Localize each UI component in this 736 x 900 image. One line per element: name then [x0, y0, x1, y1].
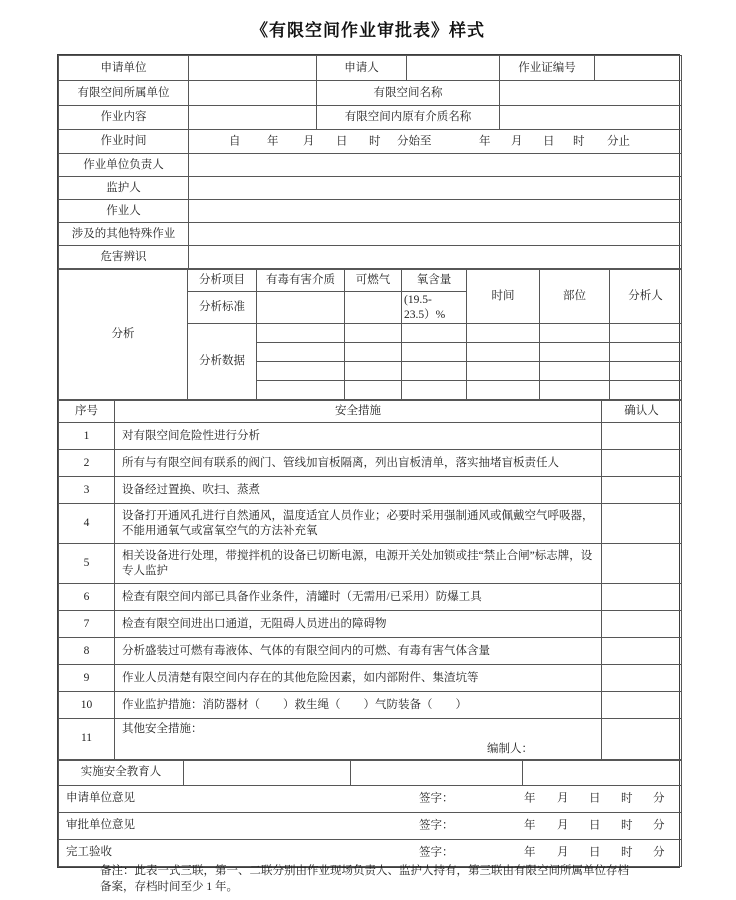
space-name-label: 有限空间名称: [317, 81, 500, 106]
safety-row-confirm-cell: [602, 450, 682, 477]
work-time-token: 日: [543, 135, 555, 148]
safety-row-text: 作业监护措施：消防器材（ ）救生绳（ ）气防装备（ ）: [115, 692, 602, 719]
safety-row-confirm-cell: [602, 638, 682, 665]
safety-row-confirm-cell: [602, 611, 682, 638]
educator-row: [59, 760, 682, 785]
analysis-data-cell: [610, 362, 682, 381]
analysis-col-time: 时间: [467, 270, 540, 324]
date-unit: 分: [653, 819, 665, 832]
analysis-oxygen-standard: (19.5-23.5）%: [402, 292, 467, 324]
analysis-data-cell: [257, 324, 345, 343]
safety-row-no: 10: [59, 692, 115, 719]
analysis-data-cell: [610, 343, 682, 362]
safety-row-text: 作业人员清楚有限空间内存在的其他危险因素，如内部附件、集渣坑等: [115, 665, 602, 692]
date-unit: 年: [524, 846, 536, 859]
safety-row-no: 5: [59, 544, 115, 584]
remark-note: [100, 864, 645, 895]
date-unit: 年: [524, 819, 536, 832]
work-time-token: 时: [573, 135, 585, 148]
permit-no-value-cell: [595, 56, 682, 81]
analysis-table: [58, 269, 682, 400]
analysis-data-cell: [540, 343, 610, 362]
space-owner-label: 有限空间所属单位: [59, 81, 189, 106]
work-time-token: 日: [336, 135, 348, 148]
safety-row-text: 检查有限空间进出口通道，无阻碍人员进出的障碍物: [115, 611, 602, 638]
date-unit: 年: [524, 792, 536, 805]
date-unit: 时: [621, 819, 633, 832]
opinion-cell: [59, 839, 682, 866]
compiler-label: 编制人：: [487, 742, 533, 755]
date-unit: 日: [589, 846, 601, 859]
safety-row-text: 分析盛装过可燃有毒液体、气体的有限空间内的可燃、有毒有害气体含量: [115, 638, 602, 665]
educator-value-cell: [523, 760, 682, 785]
applicant-value-cell: [407, 56, 500, 81]
space-name-value-cell: [500, 81, 682, 106]
analysis-standard-label: 分析标准: [188, 292, 257, 324]
work-time-token: 时: [369, 135, 381, 148]
remark-line-1: 备注：此表一式三联，第一、二联分别由作业现场负责人、监护人持有，第三联由有限空间所属单位存档: [100, 865, 629, 877]
analysis-data-cell: [257, 381, 345, 400]
row-unit-leader: [59, 154, 682, 177]
date-unit: 日: [589, 792, 601, 805]
safety-row: [59, 665, 682, 692]
apply-unit-label: 申请单位: [59, 56, 189, 81]
other-special-label: 涉及的其他特殊作业: [59, 223, 189, 246]
safety-row: [59, 544, 682, 584]
other-special-value-cell: [189, 223, 682, 246]
hazard-id-label: 危害辨识: [59, 246, 189, 269]
date-unit: 月: [557, 792, 569, 805]
safety-row-no: 3: [59, 477, 115, 504]
row-work-time: [59, 130, 682, 154]
safety-row-no: 1: [59, 423, 115, 450]
safety-row-no: 9: [59, 665, 115, 692]
analysis-data-cell: [402, 362, 467, 381]
opinion-label: 审批单位意见: [66, 819, 135, 832]
work-content-label: 作业内容: [59, 106, 189, 130]
worker-value-cell: [189, 200, 682, 223]
measures-header: 安全措施: [115, 401, 602, 423]
unit-leader-value-cell: [189, 154, 682, 177]
safety-row-text: 检查有限空间内部已具备作业条件，清罐时（无需用/已采用）防爆工具: [115, 584, 602, 611]
worker-label: 作业人: [59, 200, 189, 223]
safety-row: [59, 423, 682, 450]
analysis-label: 分析: [59, 270, 188, 400]
safety-row: [59, 450, 682, 477]
analysis-data-cell: [467, 343, 540, 362]
opinion-row-approve-unit: [59, 812, 682, 839]
safety-row-confirm-cell: [602, 584, 682, 611]
analysis-col-oxygen: 氧含量: [402, 270, 467, 292]
original-medium-label: 有限空间内原有介质名称: [317, 106, 500, 130]
apply-unit-value-cell: [189, 56, 317, 81]
seq-no-header: 序号: [59, 401, 115, 423]
analysis-data-cell: [257, 343, 345, 362]
row-hazard-id: [59, 246, 682, 269]
row-work-content: [59, 106, 682, 130]
row-space-owner: [59, 81, 682, 106]
date-unit: 月: [557, 819, 569, 832]
opinion-cell: [59, 812, 682, 839]
safety-row-confirm-cell: [602, 477, 682, 504]
analysis-header-row: [59, 270, 682, 292]
analysis-data-cell: [540, 324, 610, 343]
safety-row-confirm-cell: [602, 504, 682, 544]
permit-no-label: 作业证编号: [500, 56, 595, 81]
safety-row: [59, 477, 682, 504]
date-unit: 时: [621, 846, 633, 859]
safety-row: [59, 719, 682, 760]
analysis-standard-toxic-cell: [257, 292, 345, 324]
analysis-col-flammable: 可燃气: [345, 270, 402, 292]
row-apply-unit: [59, 56, 682, 81]
analysis-data-cell: [610, 324, 682, 343]
work-time-label: 作业时间: [59, 130, 189, 154]
analysis-data-cell: [467, 324, 540, 343]
safety-row-no: 2: [59, 450, 115, 477]
sign-label: 签字：: [419, 846, 454, 859]
unit-leader-label: 作业单位负责人: [59, 154, 189, 177]
analysis-data-cell: [540, 381, 610, 400]
work-time-token: 月: [511, 135, 523, 148]
analysis-standard-flammable-cell: [345, 292, 402, 324]
analysis-data-cell: [345, 362, 402, 381]
work-time-token: 自: [229, 135, 241, 148]
info-table: [58, 55, 682, 269]
safety-row-text-cell: [115, 719, 602, 760]
safety-row-text: 相关设备进行处理，带搅拌机的设备已切断电源，电源开关处加锁或挂“禁止合闸”标志牌，设专人监护: [115, 544, 602, 584]
sign-label: 签字：: [419, 792, 454, 805]
safety-row: [59, 584, 682, 611]
analysis-data-cell: [345, 343, 402, 362]
space-owner-value-cell: [189, 81, 317, 106]
work-time-token: 年: [267, 135, 279, 148]
work-time-token: 年: [479, 135, 491, 148]
hazard-id-value-cell: [189, 246, 682, 269]
sign-label: 签字：: [419, 819, 454, 832]
educator-label: 实施安全教育人: [59, 760, 184, 785]
safety-row-confirm-cell: [602, 423, 682, 450]
analysis-data-cell: [402, 324, 467, 343]
date-unit: 月: [557, 846, 569, 859]
safety-row-text: 所有与有限空间有联系的阀门、管线加盲板隔离，列出盲板清单，落实抽堵盲板责任人: [115, 450, 602, 477]
work-time-token: 分止: [607, 135, 630, 148]
analysis-col-part: 部位: [540, 270, 610, 324]
analysis-data-cell: [257, 362, 345, 381]
opinion-cell: [59, 785, 682, 812]
original-medium-value-cell: [500, 106, 682, 130]
opinion-row-completion: [59, 839, 682, 866]
safety-row-confirm-cell: [602, 665, 682, 692]
safety-row: [59, 692, 682, 719]
row-guardian: [59, 177, 682, 200]
opinion-label: 完工验收: [66, 846, 112, 859]
date-unit: 时: [621, 792, 633, 805]
page-title: 《有限空间作业审批表》样式: [251, 21, 485, 40]
remark-line-2: 备案，存档时间至少 1 年。: [100, 880, 238, 893]
safety-row-no: 11: [59, 719, 115, 760]
work-content-value-cell: [189, 106, 317, 130]
analysis-data-cell: [610, 381, 682, 400]
safety-row-no: 6: [59, 584, 115, 611]
guardian-label: 监护人: [59, 177, 189, 200]
analysis-data-cell: [402, 381, 467, 400]
analysis-data-cell: [402, 343, 467, 362]
safety-row-confirm-cell: [602, 692, 682, 719]
analysis-data-label: 分析数据: [188, 324, 257, 400]
safety-row: [59, 611, 682, 638]
row-worker: [59, 200, 682, 223]
opinion-label: 申请单位意见: [66, 792, 135, 805]
work-time-token: 月: [303, 135, 315, 148]
analysis-data-cell: [345, 381, 402, 400]
opinion-row-apply-unit: [59, 785, 682, 812]
safety-row-text: 设备经过置换、吹扫、蒸煮: [115, 477, 602, 504]
date-unit: 日: [589, 819, 601, 832]
educator-value-cell: [351, 760, 523, 785]
safety-table: [58, 400, 682, 760]
confirmer-header: 确认人: [602, 401, 682, 423]
analysis-col-toxic: 有毒有害介质: [257, 270, 345, 292]
safety-row-confirm-cell: [602, 719, 682, 760]
safety-row-no: 8: [59, 638, 115, 665]
other-measures-label: 其他安全措施：: [122, 723, 203, 735]
safety-header-row: [59, 401, 682, 423]
applicant-label: 申请人: [317, 56, 407, 81]
signature-table: [58, 760, 682, 867]
safety-row-no: 7: [59, 611, 115, 638]
work-time-token: 分始至: [397, 135, 432, 148]
safety-row: [59, 638, 682, 665]
analysis-data-cell: [540, 362, 610, 381]
date-unit: 分: [653, 846, 665, 859]
date-unit: 分: [653, 792, 665, 805]
analysis-data-cell: [345, 324, 402, 343]
row-other-special: [59, 223, 682, 246]
guardian-value-cell: [189, 177, 682, 200]
safety-row-confirm-cell: [602, 544, 682, 584]
safety-row: [59, 504, 682, 544]
analysis-data-cell: [467, 362, 540, 381]
analysis-data-cell: [467, 381, 540, 400]
work-time-value-cell: [189, 130, 682, 154]
educator-value-cell: [184, 760, 351, 785]
approval-form-table: [57, 54, 680, 868]
safety-row-text: 设备打开通风孔进行自然通风，温度适宜人员作业；必要时采用强制通风或佩戴空气呼吸器， 不能用通氧气或富氧空气的方法补充氧: [115, 504, 602, 544]
analysis-item-label: 分析项目: [188, 270, 257, 292]
safety-row-no: 4: [59, 504, 115, 544]
analysis-col-analyst: 分析人: [610, 270, 682, 324]
safety-row-text: 对有限空间危险性进行分析: [115, 423, 602, 450]
